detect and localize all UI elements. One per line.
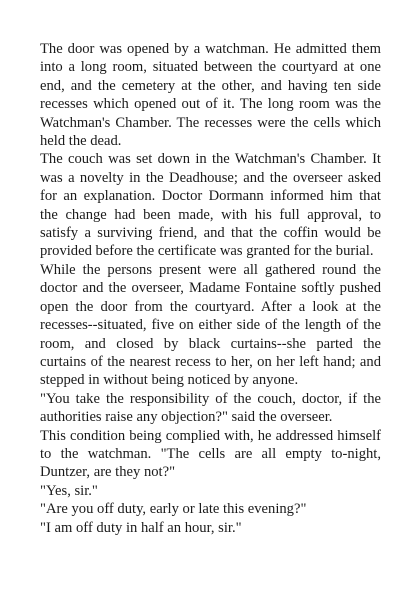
paragraph-7: "Are you off duty, early or late this evening?" (40, 501, 307, 518)
paragraph-1: The door was opened by a watchman. He admitted them into a long room, situated between the courtyard at one end, and the cemetery at the other, and having ten side recesses which opened out of it. The long room was the Watchman's Chamber. The recesses were the cells which held the dead. (40, 41, 381, 150)
paragraph-8: "I am off duty in half an hour, sir." (40, 519, 242, 536)
paragraph-6: "Yes, sir." (40, 482, 98, 499)
paragraph-2: The couch was set down in the Watchman's Chamber. It was a novelty in the Deadhouse; and the overseer asked for an explanation. Doctor Dormann informed him that the change had been made, with his full approval, to satisfy a surviving friend, and that the coffin would be provided before the certificate was granted for the burial. (40, 151, 381, 260)
paragraph-3: While the persons present were all gathered round the doctor and the overseer, Madame Fontaine softly pushed open the door from the courtyard. After a look at the recesses--situated, five on either side of the length of the room, and closed by black curtains--she parted the curtains of the nearest recess to her, on her left hand; and stepped in without being noticed by anyone. (40, 261, 381, 389)
paragraph-5: This condition being complied with, he addressed himself to the watchman. "The cells are all empty to-night, Duntzer, are they not?" (40, 427, 381, 481)
book-page (40, 40, 381, 537)
paragraph-4: "You take the responsibility of the couch, doctor, if the authorities raise any objection?" said the overseer. (40, 390, 381, 426)
